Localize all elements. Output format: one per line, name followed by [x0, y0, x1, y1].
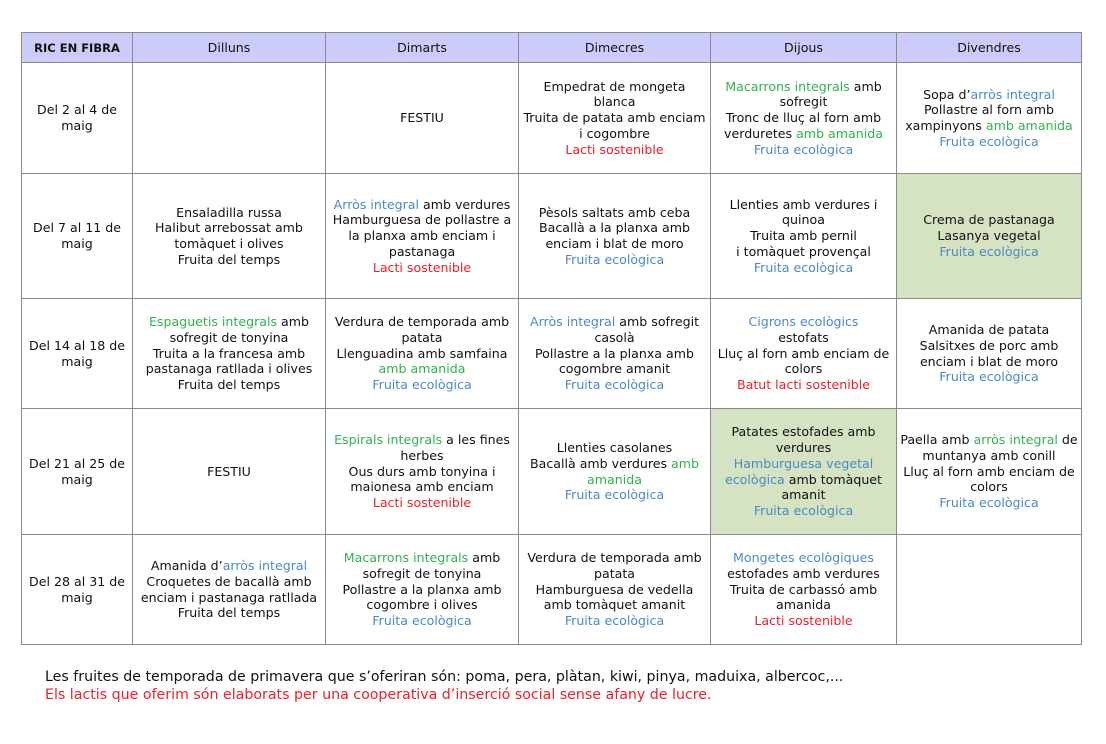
dish-text: Arròs integral	[529, 314, 616, 330]
dish-text: Pollastre al forn amb xampinyons	[905, 102, 1054, 133]
dish-line	[329, 260, 515, 276]
dish-line	[136, 314, 322, 345]
dish-text: Pollastre a la planxa amb cogombre i olives	[342, 581, 502, 613]
dish-line	[329, 212, 515, 259]
dish-line	[714, 244, 893, 260]
dish-line	[522, 252, 707, 268]
dish-text: Lluç al forn amb enciam de colors	[903, 463, 1075, 495]
dish-line	[900, 464, 1078, 495]
dish-text: Fruita del temps	[177, 377, 281, 393]
dish-line	[900, 134, 1078, 150]
dish-line	[714, 550, 893, 566]
menu-cell-dimarts	[326, 299, 519, 409]
dish-text: Halibut arrebossat amb tomàquet i olives	[155, 220, 303, 251]
dish-text: Fruita ecològica	[564, 487, 665, 503]
dish-text: Lacti sostenible	[565, 141, 664, 157]
dish-text: Crema de pastanaga	[923, 212, 1055, 228]
dish-line	[714, 260, 893, 276]
dish-text: amb amanida	[378, 361, 466, 377]
dish-text: Fruita ecològica	[564, 377, 665, 393]
dish-text: Lluç al forn amb enciam de colors	[717, 345, 890, 377]
dish-text: Croquetes de bacallà amb enciam i pastanaga ratllada	[140, 573, 318, 605]
dish-line	[329, 432, 515, 463]
dish-text: amb tomàquet amanit	[781, 471, 882, 503]
dish-text: Fruita ecològica	[939, 495, 1039, 511]
dish-text: arròs integral	[973, 432, 1058, 448]
dish-line	[714, 197, 893, 228]
week-row	[22, 174, 1082, 299]
dish-text: Pollastre a la planxa amb cogombre amanit	[534, 345, 694, 377]
menu-cell-dimecres	[519, 535, 711, 645]
dish-text: Patates estofades amb verdures	[731, 424, 876, 456]
dish-line	[522, 142, 707, 158]
dish-line	[522, 456, 707, 487]
dish-line	[522, 314, 707, 345]
dish-line	[329, 361, 515, 377]
dish-text: FESTIU	[207, 463, 251, 479]
dish-text: Espirals integrals	[334, 432, 443, 448]
day-header-dilluns: Dilluns	[133, 33, 326, 63]
dish-text: Hamburguesa vegetal ecològica	[725, 455, 874, 487]
dish-line	[522, 377, 707, 393]
dish-line	[900, 102, 1078, 133]
corner-header: RIC EN FIBRA	[22, 33, 133, 63]
dish-line	[714, 566, 893, 582]
dish-text: Arròs integral	[333, 196, 419, 212]
dish-text: Fruita ecològica	[939, 243, 1039, 259]
dish-line	[136, 558, 322, 574]
dish-text: Macarrons integrals	[343, 550, 469, 566]
dish-line	[136, 252, 322, 268]
week-row	[22, 63, 1082, 174]
menu-cell-divendres	[897, 409, 1082, 535]
dish-line	[329, 197, 515, 213]
dish-text: Batut lacti sostenible	[736, 377, 871, 393]
menu-body	[22, 63, 1082, 645]
week-label: Del 14 al 18 de maig	[22, 299, 133, 409]
dish-text: Lacti sostenible	[754, 613, 853, 629]
dish-text: estofades amb verdures	[727, 565, 880, 581]
dish-text: Hamburguesa de vedella amb tomàquet amanit	[535, 581, 694, 613]
dish-line	[329, 613, 515, 629]
dish-line	[522, 550, 707, 581]
seasonal-fruit-note: Les fruites de temporada de primavera que s’oferiran són: poma, pera, plàtan, kiwi, pinya, maduixa, albercoc,...	[45, 669, 844, 685]
dish-line	[900, 338, 1078, 369]
menu-cell-dimecres	[519, 63, 711, 174]
menu-cell-dijous	[711, 63, 897, 174]
dish-line	[900, 244, 1078, 260]
dish-text: Lasanya vegetal	[937, 228, 1041, 244]
dish-line	[714, 424, 893, 455]
dish-text: Llenties casolanes	[556, 440, 673, 456]
menu-cell-dimecres	[519, 409, 711, 535]
dish-text: Ensaladilla russa	[176, 204, 282, 220]
menu-cell-divendres	[897, 174, 1082, 299]
dish-line	[136, 464, 322, 480]
dish-text: Amanida d’	[150, 558, 223, 574]
dish-line	[714, 110, 893, 141]
dish-text: i tomàquet provençal	[736, 243, 871, 259]
dish-text: FESTIU	[400, 110, 444, 126]
dish-line	[136, 605, 322, 621]
menu-cell-dijous	[711, 535, 897, 645]
menu-cell-divendres	[897, 63, 1082, 174]
dish-text: Hamburguesa de pollastre a la planxa amb enciam i pastanaga	[332, 212, 512, 259]
dish-text: Truita de carbassó amb amanida	[729, 581, 878, 613]
dish-text: Empedrat de mongeta blanca	[543, 78, 686, 110]
notes	[45, 668, 843, 704]
dish-text: Espaguetis integrals	[148, 314, 278, 330]
dish-line	[900, 228, 1078, 244]
dish-text: Llenguadina amb samfaina	[336, 345, 508, 361]
dish-line	[714, 228, 893, 244]
dish-text: Verdura de temporada amb patata	[334, 314, 510, 345]
dish-text: Fruita ecològica	[564, 251, 665, 267]
week-label: Del 2 al 4 de maig	[22, 63, 133, 174]
dairy-note: Els lactis que oferim són elaborats per una cooperativa d’inserció social sense afany de lucre.	[45, 687, 712, 703]
dish-line	[522, 613, 707, 629]
dish-text: Bacallà amb verdures	[529, 455, 672, 471]
dish-text: arròs integral	[970, 86, 1055, 102]
dish-line	[329, 110, 515, 126]
week-label: Del 7 al 11 de maig	[22, 174, 133, 299]
dish-line	[522, 205, 707, 221]
dish-line	[329, 582, 515, 613]
dish-text: Tronc de lluç al forn amb verduretes	[724, 110, 882, 141]
dish-text: amb sofregit casolà	[594, 314, 700, 345]
dish-line	[329, 464, 515, 495]
dish-line	[522, 487, 707, 503]
dish-line	[329, 377, 515, 393]
dish-text: Verdura de temporada amb patata	[527, 550, 702, 581]
dish-text: Fruita ecològica	[753, 502, 854, 518]
dish-text: Bacallà a la planxa amb enciam i blat de moro	[538, 220, 690, 251]
dish-line	[522, 110, 707, 141]
day-header-divendres: Divendres	[897, 33, 1082, 63]
dish-text: a les fines herbes	[400, 432, 510, 463]
dish-line	[136, 220, 322, 251]
menu-cell-divendres	[897, 535, 1082, 645]
menu-cell-dimecres	[519, 299, 711, 409]
dish-text: amb sofregit de tonyina	[169, 314, 310, 345]
dish-text: Ous durs amb tonyina i maionesa amb enciam	[348, 463, 496, 495]
dish-line	[714, 503, 893, 519]
menu-cell-dimarts	[326, 174, 519, 299]
dish-text: Fruita ecològica	[564, 613, 665, 629]
dish-line	[329, 550, 515, 581]
dish-text: Lacti sostenible	[372, 259, 472, 275]
dish-text: estofats	[778, 329, 829, 345]
week-label: Del 21 al 25 de maig	[22, 409, 133, 535]
dish-text: amb amanida	[587, 455, 700, 487]
dish-line	[900, 212, 1078, 228]
menu-cell-dilluns	[133, 63, 326, 174]
week-row	[22, 535, 1082, 645]
dish-text: Pèsols saltats amb ceba	[538, 204, 691, 220]
dish-line	[714, 314, 893, 330]
week-label: Del 28 al 31 de maig	[22, 535, 133, 645]
dish-text: Fruita ecològica	[753, 141, 854, 157]
dish-text: de muntanya amb conill	[922, 432, 1078, 463]
day-header-dimecres: Dimecres	[519, 33, 711, 63]
dish-line	[714, 142, 893, 158]
week-row	[22, 299, 1082, 409]
dish-line	[522, 582, 707, 613]
dish-line	[714, 377, 893, 393]
dish-text: Fruita ecològica	[372, 377, 472, 393]
dish-line	[522, 440, 707, 456]
menu-cell-dimecres	[519, 174, 711, 299]
dish-text: Salsitxes de porc amb enciam i blat de moro	[919, 337, 1059, 369]
dish-line	[136, 377, 322, 393]
week-row	[22, 409, 1082, 535]
dish-text: Fruita ecològica	[753, 259, 854, 275]
dish-text: amb amanida	[796, 125, 883, 141]
dish-line	[714, 346, 893, 377]
dish-line	[329, 346, 515, 362]
dish-text: Fruita del temps	[177, 251, 281, 267]
dish-line	[522, 346, 707, 377]
dish-line	[900, 322, 1078, 338]
dish-line	[900, 495, 1078, 511]
dish-line	[136, 574, 322, 605]
dish-text: arròs integral	[222, 558, 308, 574]
dish-line	[136, 346, 322, 377]
dish-text: Fruita del temps	[177, 605, 281, 621]
dish-line	[900, 87, 1078, 103]
dish-text: Lacti sostenible	[372, 495, 472, 511]
dish-line	[522, 79, 707, 110]
menu-cell-dijous	[711, 174, 897, 299]
dish-text: Truita a la francesa amb pastanaga ratllada i olives	[145, 345, 313, 377]
menu-cell-dilluns	[133, 409, 326, 535]
menu-cell-dilluns	[133, 535, 326, 645]
menu-cell-dimarts	[326, 409, 519, 535]
dish-text: amb sofregit de tonyina	[362, 550, 501, 581]
dish-line	[714, 582, 893, 613]
dish-text: Fruita ecològica	[372, 613, 472, 629]
menu-cell-dilluns	[133, 299, 326, 409]
dish-line	[329, 495, 515, 511]
dish-text: Paella amb	[900, 432, 974, 448]
dish-line	[714, 456, 893, 503]
dish-text: Sopa d’	[923, 86, 971, 102]
dish-text: amb amanida	[985, 118, 1073, 133]
menu-cell-dilluns	[133, 174, 326, 299]
dish-text: Truita amb pernil	[750, 228, 857, 244]
dish-line	[900, 432, 1078, 463]
dish-text: amb verdures	[418, 196, 511, 212]
dish-text: Cigrons ecològics	[748, 314, 859, 330]
dish-line	[714, 79, 893, 110]
dish-text: Truita de patata amb enciam i cogombre	[523, 110, 706, 141]
header-row	[22, 33, 1082, 63]
dish-text: Llenties amb verdures i quinoa	[729, 196, 878, 228]
dish-text: Fruita ecològica	[939, 133, 1039, 149]
dish-line	[714, 613, 893, 629]
menu-cell-divendres	[897, 299, 1082, 409]
day-header-dijous: Dijous	[711, 33, 897, 63]
menu-cell-dimarts	[326, 535, 519, 645]
menu-table	[21, 32, 1082, 645]
dish-line	[900, 369, 1078, 385]
dish-line	[329, 314, 515, 345]
menu-cell-dijous	[711, 409, 897, 535]
dish-text: Fruita ecològica	[939, 369, 1039, 385]
dish-text: Mongetes ecològiques	[733, 550, 874, 566]
dish-text: Macarrons integrals	[725, 78, 850, 94]
dish-text: Amanida de patata	[928, 322, 1050, 338]
dish-line	[522, 220, 707, 251]
menu-cell-dimarts	[326, 63, 519, 174]
day-header-dimarts: Dimarts	[326, 33, 519, 63]
dish-line	[714, 330, 893, 346]
dish-line	[136, 205, 322, 221]
dish-text: amb sofregit	[779, 78, 882, 110]
menu-cell-dijous	[711, 299, 897, 409]
